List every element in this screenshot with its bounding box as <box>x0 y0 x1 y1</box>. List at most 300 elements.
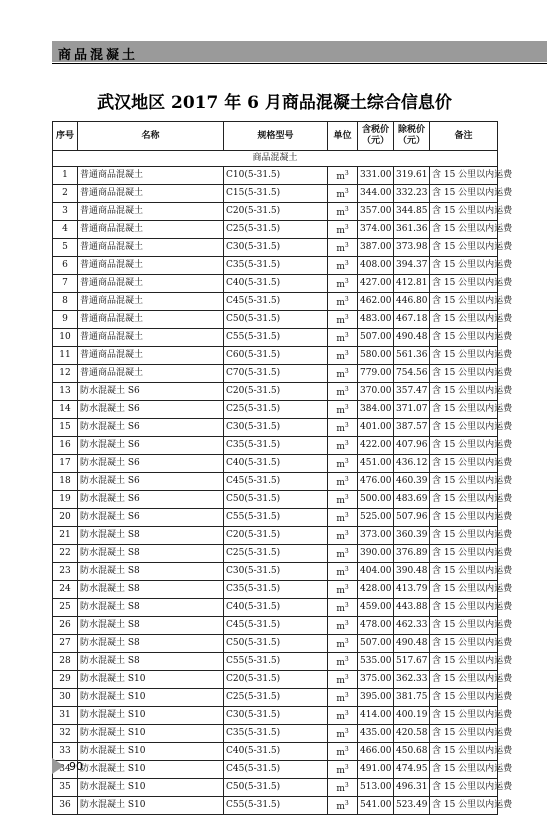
row-index: 1 <box>53 166 78 184</box>
table-row <box>53 562 498 580</box>
row-index: 27 <box>53 634 78 652</box>
section-row <box>53 151 498 167</box>
row-spec: C50(5-31.5) <box>224 634 328 652</box>
row-unit <box>328 760 358 778</box>
row-index: 23 <box>53 562 78 580</box>
row-spec: C40(5-31.5) <box>224 742 328 760</box>
unit-base: m <box>336 171 345 182</box>
row-remark: 含 15 公里以内运费 <box>430 328 498 346</box>
row-unit <box>328 202 358 220</box>
page-title: 武汉地区 2017 年 6 月商品混凝土综合信息价 <box>97 93 452 113</box>
unit-superscript: 3 <box>344 313 349 321</box>
row-index: 12 <box>53 364 78 382</box>
unit-superscript: 3 <box>344 367 349 375</box>
row-remark: 含 15 公里以内运费 <box>430 652 498 670</box>
row-price-incl-tax: 513.00 <box>358 778 394 796</box>
row-index: 4 <box>53 220 78 238</box>
page-marker-icon <box>52 758 64 774</box>
row-index: 35 <box>53 778 78 796</box>
table-row <box>53 454 498 472</box>
row-remark: 含 15 公里以内运费 <box>430 742 498 760</box>
row-unit <box>328 580 358 598</box>
header-remark: 备注 <box>430 122 498 151</box>
row-remark: 含 15 公里以内运费 <box>430 634 498 652</box>
row-unit <box>328 256 358 274</box>
row-unit <box>328 706 358 724</box>
unit-superscript: 3 <box>344 709 349 717</box>
row-price-incl-tax: 344.00 <box>358 184 394 202</box>
row-index: 28 <box>53 652 78 670</box>
row-price-excl-tax: 332.23 <box>394 184 430 202</box>
row-price-excl-tax: 523.49 <box>394 796 430 814</box>
header-price-excl-tax: 除税价（元） <box>394 122 430 151</box>
unit-superscript: 3 <box>344 727 349 735</box>
row-price-excl-tax: 462.33 <box>394 616 430 634</box>
row-price-incl-tax: 384.00 <box>358 400 394 418</box>
row-index: 13 <box>53 382 78 400</box>
table-row <box>53 220 498 238</box>
row-price-incl-tax: 478.00 <box>358 616 394 634</box>
row-index: 25 <box>53 598 78 616</box>
row-index: 30 <box>53 688 78 706</box>
row-index: 8 <box>53 292 78 310</box>
row-spec: C10(5-31.5) <box>224 166 328 184</box>
row-price-excl-tax: 496.31 <box>394 778 430 796</box>
row-name: 防水混凝土 S8 <box>78 598 224 616</box>
unit-superscript: 3 <box>344 241 349 249</box>
row-name: 防水混凝土 S6 <box>78 490 224 508</box>
table-row <box>53 292 498 310</box>
row-name: 普通商品混凝土 <box>78 346 224 364</box>
row-price-excl-tax: 361.36 <box>394 220 430 238</box>
row-unit <box>328 400 358 418</box>
row-unit <box>328 310 358 328</box>
unit-superscript: 3 <box>344 601 349 609</box>
row-unit <box>328 634 358 652</box>
row-price-incl-tax: 390.00 <box>358 544 394 562</box>
row-remark: 含 15 公里以内运费 <box>430 724 498 742</box>
row-price-incl-tax: 476.00 <box>358 472 394 490</box>
row-spec: C50(5-31.5) <box>224 778 328 796</box>
row-price-incl-tax: 331.00 <box>358 166 394 184</box>
row-remark: 含 15 公里以内运费 <box>430 778 498 796</box>
row-price-excl-tax: 467.18 <box>394 310 430 328</box>
row-name: 普通商品混凝土 <box>78 292 224 310</box>
unit-superscript: 3 <box>344 385 349 393</box>
row-name: 防水混凝土 S6 <box>78 508 224 526</box>
row-unit <box>328 418 358 436</box>
unit-base: m <box>336 189 345 200</box>
row-name: 防水混凝土 S8 <box>78 526 224 544</box>
row-unit <box>328 742 358 760</box>
row-price-incl-tax: 535.00 <box>358 652 394 670</box>
row-name: 防水混凝土 S8 <box>78 544 224 562</box>
row-spec: C35(5-31.5) <box>224 256 328 274</box>
row-index: 6 <box>53 256 78 274</box>
row-price-excl-tax: 443.88 <box>394 598 430 616</box>
unit-base: m <box>336 513 345 524</box>
unit-superscript: 3 <box>344 493 349 501</box>
unit-base: m <box>336 765 345 776</box>
row-index: 2 <box>53 184 78 202</box>
unit-superscript: 3 <box>344 547 349 555</box>
row-index: 21 <box>53 526 78 544</box>
table-row <box>53 490 498 508</box>
row-unit <box>328 292 358 310</box>
table-header-row <box>53 122 498 151</box>
row-name: 防水混凝土 S10 <box>78 760 224 778</box>
unit-base: m <box>336 387 345 398</box>
row-name: 普通商品混凝土 <box>78 220 224 238</box>
row-unit <box>328 544 358 562</box>
row-remark: 含 15 公里以内运费 <box>430 508 498 526</box>
table-row <box>53 526 498 544</box>
row-price-excl-tax: 507.96 <box>394 508 430 526</box>
row-spec: C25(5-31.5) <box>224 220 328 238</box>
table-row <box>53 400 498 418</box>
row-name: 防水混凝土 S6 <box>78 436 224 454</box>
row-price-excl-tax: 407.96 <box>394 436 430 454</box>
row-name: 防水混凝土 S10 <box>78 742 224 760</box>
unit-base: m <box>336 585 345 596</box>
table-row <box>53 256 498 274</box>
row-remark: 含 15 公里以内运费 <box>430 184 498 202</box>
table-row <box>53 328 498 346</box>
unit-superscript: 3 <box>344 745 349 753</box>
row-price-incl-tax: 427.00 <box>358 274 394 292</box>
row-unit <box>328 346 358 364</box>
table-row <box>53 166 498 184</box>
row-price-incl-tax: 459.00 <box>358 598 394 616</box>
row-spec: C20(5-31.5) <box>224 670 328 688</box>
row-unit <box>328 796 358 814</box>
unit-base: m <box>336 441 345 452</box>
row-unit <box>328 724 358 742</box>
row-price-incl-tax: 580.00 <box>358 346 394 364</box>
unit-base: m <box>336 279 345 290</box>
unit-superscript: 3 <box>344 439 349 447</box>
unit-base: m <box>336 315 345 326</box>
row-price-incl-tax: 483.00 <box>358 310 394 328</box>
row-remark: 含 15 公里以内运费 <box>430 670 498 688</box>
row-price-excl-tax: 490.48 <box>394 634 430 652</box>
row-remark: 含 15 公里以内运费 <box>430 274 498 292</box>
row-spec: C45(5-31.5) <box>224 292 328 310</box>
row-price-excl-tax: 376.89 <box>394 544 430 562</box>
row-name: 防水混凝土 S8 <box>78 616 224 634</box>
row-remark: 含 15 公里以内运费 <box>430 364 498 382</box>
row-remark: 含 15 公里以内运费 <box>430 238 498 256</box>
row-index: 11 <box>53 346 78 364</box>
row-price-excl-tax: 394.37 <box>394 256 430 274</box>
row-spec: C20(5-31.5) <box>224 526 328 544</box>
row-spec: C55(5-31.5) <box>224 328 328 346</box>
row-name: 防水混凝土 S8 <box>78 652 224 670</box>
unit-superscript: 3 <box>344 799 349 807</box>
row-index: 3 <box>53 202 78 220</box>
unit-base: m <box>336 351 345 362</box>
row-name: 防水混凝土 S10 <box>78 796 224 814</box>
unit-base: m <box>336 423 345 434</box>
row-name: 防水混凝土 S6 <box>78 400 224 418</box>
table-row <box>53 598 498 616</box>
row-price-incl-tax: 422.00 <box>358 436 394 454</box>
unit-superscript: 3 <box>344 331 349 339</box>
row-spec: C20(5-31.5) <box>224 382 328 400</box>
unit-base: m <box>336 477 345 488</box>
table-row <box>53 688 498 706</box>
row-price-incl-tax: 428.00 <box>358 580 394 598</box>
row-spec: C30(5-31.5) <box>224 562 328 580</box>
row-price-incl-tax: 451.00 <box>358 454 394 472</box>
row-spec: C45(5-31.5) <box>224 616 328 634</box>
unit-base: m <box>336 639 345 650</box>
row-price-incl-tax: 414.00 <box>358 706 394 724</box>
row-price-excl-tax: 474.95 <box>394 760 430 778</box>
row-name: 普通商品混凝土 <box>78 310 224 328</box>
table-row <box>53 778 498 796</box>
unit-superscript: 3 <box>344 511 349 519</box>
unit-base: m <box>336 747 345 758</box>
section-row-label: 商品混凝土 <box>53 151 498 167</box>
row-price-excl-tax: 420.58 <box>394 724 430 742</box>
row-unit <box>328 508 358 526</box>
row-remark: 含 15 公里以内运费 <box>430 400 498 418</box>
row-price-excl-tax: 754.56 <box>394 364 430 382</box>
row-index: 16 <box>53 436 78 454</box>
unit-superscript: 3 <box>344 655 349 663</box>
row-name: 防水混凝土 S6 <box>78 382 224 400</box>
unit-superscript: 3 <box>344 349 349 357</box>
row-spec: C15(5-31.5) <box>224 184 328 202</box>
row-index: 34 <box>53 760 78 778</box>
row-index: 24 <box>53 580 78 598</box>
row-price-excl-tax: 319.61 <box>394 166 430 184</box>
row-name: 防水混凝土 S10 <box>78 706 224 724</box>
row-spec: C55(5-31.5) <box>224 508 328 526</box>
header-price-incl-tax: 含税价（元） <box>358 122 394 151</box>
unit-superscript: 3 <box>344 565 349 573</box>
row-unit <box>328 184 358 202</box>
row-remark: 含 15 公里以内运费 <box>430 202 498 220</box>
row-name: 普通商品混凝土 <box>78 364 224 382</box>
row-remark: 含 15 公里以内运费 <box>430 580 498 598</box>
header-unit: 单位 <box>328 122 358 151</box>
row-name: 普通商品混凝土 <box>78 202 224 220</box>
unit-base: m <box>336 783 345 794</box>
table-row <box>53 544 498 562</box>
table-row <box>53 310 498 328</box>
row-price-incl-tax: 466.00 <box>358 742 394 760</box>
row-price-incl-tax: 395.00 <box>358 688 394 706</box>
row-price-incl-tax: 373.00 <box>358 526 394 544</box>
row-remark: 含 15 公里以内运费 <box>430 454 498 472</box>
row-price-incl-tax: 401.00 <box>358 418 394 436</box>
header-divider <box>52 63 547 64</box>
unit-superscript: 3 <box>344 673 349 681</box>
unit-superscript: 3 <box>344 637 349 645</box>
row-spec: C30(5-31.5) <box>224 706 328 724</box>
unit-base: m <box>336 369 345 380</box>
unit-base: m <box>336 207 345 218</box>
row-unit <box>328 454 358 472</box>
row-price-incl-tax: 370.00 <box>358 382 394 400</box>
row-price-excl-tax: 357.47 <box>394 382 430 400</box>
row-remark: 含 15 公里以内运费 <box>430 436 498 454</box>
row-price-incl-tax: 435.00 <box>358 724 394 742</box>
unit-superscript: 3 <box>344 781 349 789</box>
unit-superscript: 3 <box>344 223 349 231</box>
unit-base: m <box>336 567 345 578</box>
unit-base: m <box>336 243 345 254</box>
unit-base: m <box>336 495 345 506</box>
row-spec: C40(5-31.5) <box>224 274 328 292</box>
row-spec: C70(5-31.5) <box>224 364 328 382</box>
unit-base: m <box>336 693 345 704</box>
row-spec: C55(5-31.5) <box>224 796 328 814</box>
row-index: 17 <box>53 454 78 472</box>
price-table <box>52 121 513 815</box>
row-unit <box>328 490 358 508</box>
row-price-incl-tax: 374.00 <box>358 220 394 238</box>
row-spec: C25(5-31.5) <box>224 400 328 418</box>
row-name: 防水混凝土 S8 <box>78 562 224 580</box>
row-price-excl-tax: 446.80 <box>394 292 430 310</box>
row-remark: 含 15 公里以内运费 <box>430 616 498 634</box>
table-row <box>53 580 498 598</box>
row-spec: C40(5-31.5) <box>224 454 328 472</box>
row-index: 19 <box>53 490 78 508</box>
unit-superscript: 3 <box>344 295 349 303</box>
row-spec: C20(5-31.5) <box>224 202 328 220</box>
table-row <box>53 796 498 814</box>
row-spec: C25(5-31.5) <box>224 544 328 562</box>
row-unit <box>328 472 358 490</box>
row-name: 防水混凝土 S10 <box>78 724 224 742</box>
row-price-excl-tax: 373.98 <box>394 238 430 256</box>
row-name: 防水混凝土 S6 <box>78 472 224 490</box>
row-price-incl-tax: 525.00 <box>358 508 394 526</box>
section-header-label: 商品混凝土 <box>58 48 139 63</box>
unit-superscript: 3 <box>344 277 349 285</box>
row-price-incl-tax: 375.00 <box>358 670 394 688</box>
row-price-incl-tax: 387.00 <box>358 238 394 256</box>
row-price-incl-tax: 507.00 <box>358 634 394 652</box>
row-spec: C35(5-31.5) <box>224 580 328 598</box>
row-price-excl-tax: 490.48 <box>394 328 430 346</box>
unit-superscript: 3 <box>344 403 349 411</box>
row-spec: C50(5-31.5) <box>224 490 328 508</box>
row-price-excl-tax: 412.81 <box>394 274 430 292</box>
row-index: 32 <box>53 724 78 742</box>
table-row <box>53 202 498 220</box>
row-price-excl-tax: 483.69 <box>394 490 430 508</box>
row-spec: C55(5-31.5) <box>224 652 328 670</box>
row-price-excl-tax: 436.12 <box>394 454 430 472</box>
unit-base: m <box>336 801 345 812</box>
row-price-incl-tax: 404.00 <box>358 562 394 580</box>
table-row <box>53 760 498 778</box>
row-spec: C40(5-31.5) <box>224 598 328 616</box>
row-remark: 含 15 公里以内运费 <box>430 292 498 310</box>
row-price-excl-tax: 460.39 <box>394 472 430 490</box>
unit-superscript: 3 <box>344 457 349 465</box>
row-name: 防水混凝土 S6 <box>78 454 224 472</box>
row-price-excl-tax: 360.39 <box>394 526 430 544</box>
row-name: 普通商品混凝土 <box>78 184 224 202</box>
row-remark: 含 15 公里以内运费 <box>430 490 498 508</box>
header-name: 名称 <box>78 122 224 151</box>
table-row <box>53 508 498 526</box>
unit-base: m <box>336 711 345 722</box>
row-unit <box>328 382 358 400</box>
row-price-excl-tax: 400.19 <box>394 706 430 724</box>
row-remark: 含 15 公里以内运费 <box>430 166 498 184</box>
row-spec: C50(5-31.5) <box>224 310 328 328</box>
row-price-incl-tax: 462.00 <box>358 292 394 310</box>
row-name: 普通商品混凝土 <box>78 256 224 274</box>
row-spec: C30(5-31.5) <box>224 418 328 436</box>
row-unit <box>328 220 358 238</box>
row-unit <box>328 670 358 688</box>
unit-base: m <box>336 297 345 308</box>
unit-base: m <box>336 621 345 632</box>
unit-superscript: 3 <box>344 421 349 429</box>
unit-superscript: 3 <box>344 691 349 699</box>
row-unit <box>328 616 358 634</box>
row-price-excl-tax: 450.68 <box>394 742 430 760</box>
row-index: 31 <box>53 706 78 724</box>
row-price-incl-tax: 779.00 <box>358 364 394 382</box>
header-index: 序号 <box>53 122 78 151</box>
row-index: 22 <box>53 544 78 562</box>
table-row <box>53 670 498 688</box>
unit-superscript: 3 <box>344 619 349 627</box>
unit-base: m <box>336 405 345 416</box>
row-price-excl-tax: 413.79 <box>394 580 430 598</box>
row-spec: C35(5-31.5) <box>224 436 328 454</box>
table-row <box>53 616 498 634</box>
row-remark: 含 15 公里以内运费 <box>430 220 498 238</box>
row-price-incl-tax: 507.00 <box>358 328 394 346</box>
row-index: 36 <box>53 796 78 814</box>
row-price-excl-tax: 371.07 <box>394 400 430 418</box>
row-remark: 含 15 公里以内运费 <box>430 562 498 580</box>
row-unit <box>328 364 358 382</box>
row-remark: 含 15 公里以内运费 <box>430 526 498 544</box>
row-remark: 含 15 公里以内运费 <box>430 472 498 490</box>
row-spec: C60(5-31.5) <box>224 346 328 364</box>
row-remark: 含 15 公里以内运费 <box>430 346 498 364</box>
row-remark: 含 15 公里以内运费 <box>430 796 498 814</box>
table-row <box>53 436 498 454</box>
row-unit <box>328 778 358 796</box>
row-price-excl-tax: 390.48 <box>394 562 430 580</box>
row-name: 防水混凝土 S8 <box>78 634 224 652</box>
unit-base: m <box>336 729 345 740</box>
row-index: 18 <box>53 472 78 490</box>
table-row <box>53 418 498 436</box>
row-name: 普通商品混凝土 <box>78 238 224 256</box>
row-index: 5 <box>53 238 78 256</box>
row-unit <box>328 274 358 292</box>
table-row <box>53 742 498 760</box>
row-remark: 含 15 公里以内运费 <box>430 706 498 724</box>
row-spec: C35(5-31.5) <box>224 724 328 742</box>
row-spec: C45(5-31.5) <box>224 760 328 778</box>
row-unit <box>328 562 358 580</box>
unit-base: m <box>336 531 345 542</box>
